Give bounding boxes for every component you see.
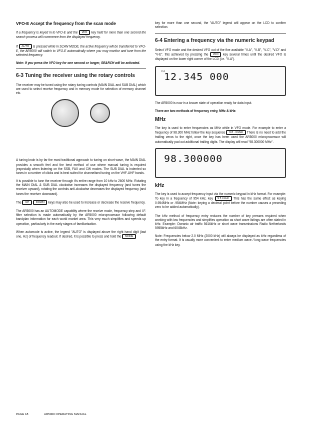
lcd-frequency-mhz: 98.300000 bbox=[164, 153, 223, 165]
lcd-frequency: 12.345 000 bbox=[164, 71, 230, 83]
mode-key: MODE bbox=[122, 234, 136, 239]
khz-benefit-paragraph: The kHz method of frequency entry reduces the number of key presses required when working with low frequencies and simplifies operation as short wave listings are often stated in kHz. Example: Oceanic air traffic 5616kHz or short wave transmissions Radio Netherlands 5955kHz and 6045kHz. bbox=[155, 213, 286, 231]
automode-paragraph: The AR5000 has an AUTOMODE capability where the receive mode, frequency step and I.F. filter selection is made automatically by the AR5000 microprocessor following default bandplan information for each world market area. This very much simplifies and speeds up operation, particularly in the early stages of familiarisation. bbox=[16, 209, 146, 226]
known-state-paragraph: The AR5000 is now in a known state of operation ready for data input. bbox=[155, 100, 253, 105]
select-vfo-paragraph: Select VFO mode and the desired VFO out of the five available "V-A", "V-B", "V-C", "V-D" and "V-E". this achieved by pressing the VFO key several times until the desired VFO is displayed on the lower right corner of the LCD (i.e. "V-A"). bbox=[155, 47, 287, 62]
sub-dial-icon bbox=[90, 103, 110, 123]
methods-heading: There are two methods of frequency entry, MHz & kHz: bbox=[155, 108, 237, 113]
manual-title: AR5000 OPERATING MANUAL bbox=[44, 412, 87, 416]
vfo-key-right: VFO bbox=[210, 52, 222, 57]
tuning-paragraph: A tuning knob is by far the most traditional approach to tuning on short wave, the MAIN DIAL provides a smooth feel and the best method of use where manual tuning is required (especially when listening on the SSB, FAX and CW modes. The SUB DIAL is indented so tunes in a number of clicks and is best suited for channelised tuning on the VHF-UHF bands. bbox=[16, 158, 146, 175]
scan-paragraph: If AUTO is pressed while in SCAN MODE, the active frequency will be transferred to VFO-E, the AR5000 will switch to VFO-E automatically where you may monitor and tune from the selected frequency. bbox=[16, 44, 147, 58]
lcd-vfo-tag: V-A bbox=[161, 69, 166, 73]
down-key: DOWN bbox=[33, 200, 48, 205]
left-column bbox=[16, 21, 146, 243]
lcd-display-illustration bbox=[155, 66, 286, 96]
vfo-key: VFO bbox=[79, 30, 91, 35]
intro-paragraph: If a frequency is keyed in to VFO-E and the VFO key held for more than one second the search process will commence from the displayed frequency. bbox=[16, 30, 146, 40]
khz-note: Note: Frequencies below 2.0 MHz (2000 kHz) will always be displayed as kHz regardless of the entry format. It is usually more convenient to enter medium wave / long wave frequencies using the kHz key. bbox=[155, 234, 286, 247]
rotary-section-title: 6-3 Tuning the receiver using the rotary controls bbox=[16, 72, 135, 79]
mhz-heading: MHz bbox=[155, 116, 166, 123]
rotary-paragraph: The receiver may be tuned using the rotary tuning controls (MAIN DIAL and SUB DIAL) which are used to select receive frequency and in memory mode for selection of memory channel etc. bbox=[16, 82, 146, 96]
right-column bbox=[155, 21, 286, 251]
dials-illustration bbox=[16, 99, 146, 127]
keypad-section-title: 6-4 Entering a frequency via the numeric keypad bbox=[155, 37, 275, 44]
auto-legend-paragraph: When automode is active, the legend "AUTO" is displayed above the right hand digit (last one, Hz) of frequency readout. If desired, it is possible to press and hold the MODE bbox=[16, 229, 146, 239]
mhz-paragraph: The key is used to enter frequencies as MHz while in VFO mode. For example to enter a frequency of 98.300 MHz follow the key sequence 9 8 . 3 MHz There is no need to add the trailing zeros to the right, once the key has been used the AR5000 microprocessor will automatically pad out additional trailing digits. The display will read "98.300000 MHz". bbox=[155, 125, 286, 144]
illustration-space bbox=[16, 132, 146, 158]
auto-key: AUTO bbox=[19, 44, 32, 49]
vfo-e-heading: VFO-E Accept the frequency from the scan mode bbox=[16, 21, 116, 26]
updown-paragraph: The UP DOWN keys may also be used to increase or decrease the receive frequency. bbox=[16, 200, 146, 205]
vfo-note: Note: If you press the VFO key for one second or longer, SEARCH will be activated. bbox=[16, 61, 141, 66]
lcd-display-mhz bbox=[155, 148, 286, 178]
section-divider bbox=[16, 68, 146, 69]
khz-key-sequence: 9 5 4 kHz bbox=[215, 196, 232, 201]
main-dial-icon bbox=[51, 99, 79, 127]
mhz-key-sequence: 9 8 . 3 MHz bbox=[226, 130, 246, 135]
range-paragraph: It is possible to tune the receiver through it's entire range from 10 kHz to 2600 MHz. Rotating the MAIN DIAL & SUB DIAL clockwise increases the displayed frequency (and tunes the receiver upward), rotating the controls anti-clockwise decreases the displayed frequency (and tunes the receiver downward). bbox=[16, 179, 146, 196]
up-key: UP bbox=[22, 200, 32, 205]
section-divider-right bbox=[155, 33, 286, 34]
khz-paragraph: The key is used to accept frequency input via the numeric keypad in kHz format. For example: To key in a frequency of 954 kHz, key 9 5 4 kHz This has the same effect as keying 0.954MHz or .954MHz (Note: keying a decimal point before the number causes a preceding zero to be added automatically). bbox=[155, 191, 286, 210]
auto-confirm-paragraph: key for more than one second, the "AUTO" legend will appear on the LCD to confirm selection. bbox=[155, 21, 286, 30]
khz-heading: kHz bbox=[155, 182, 165, 189]
page-number: PAGE 18 bbox=[16, 412, 29, 416]
